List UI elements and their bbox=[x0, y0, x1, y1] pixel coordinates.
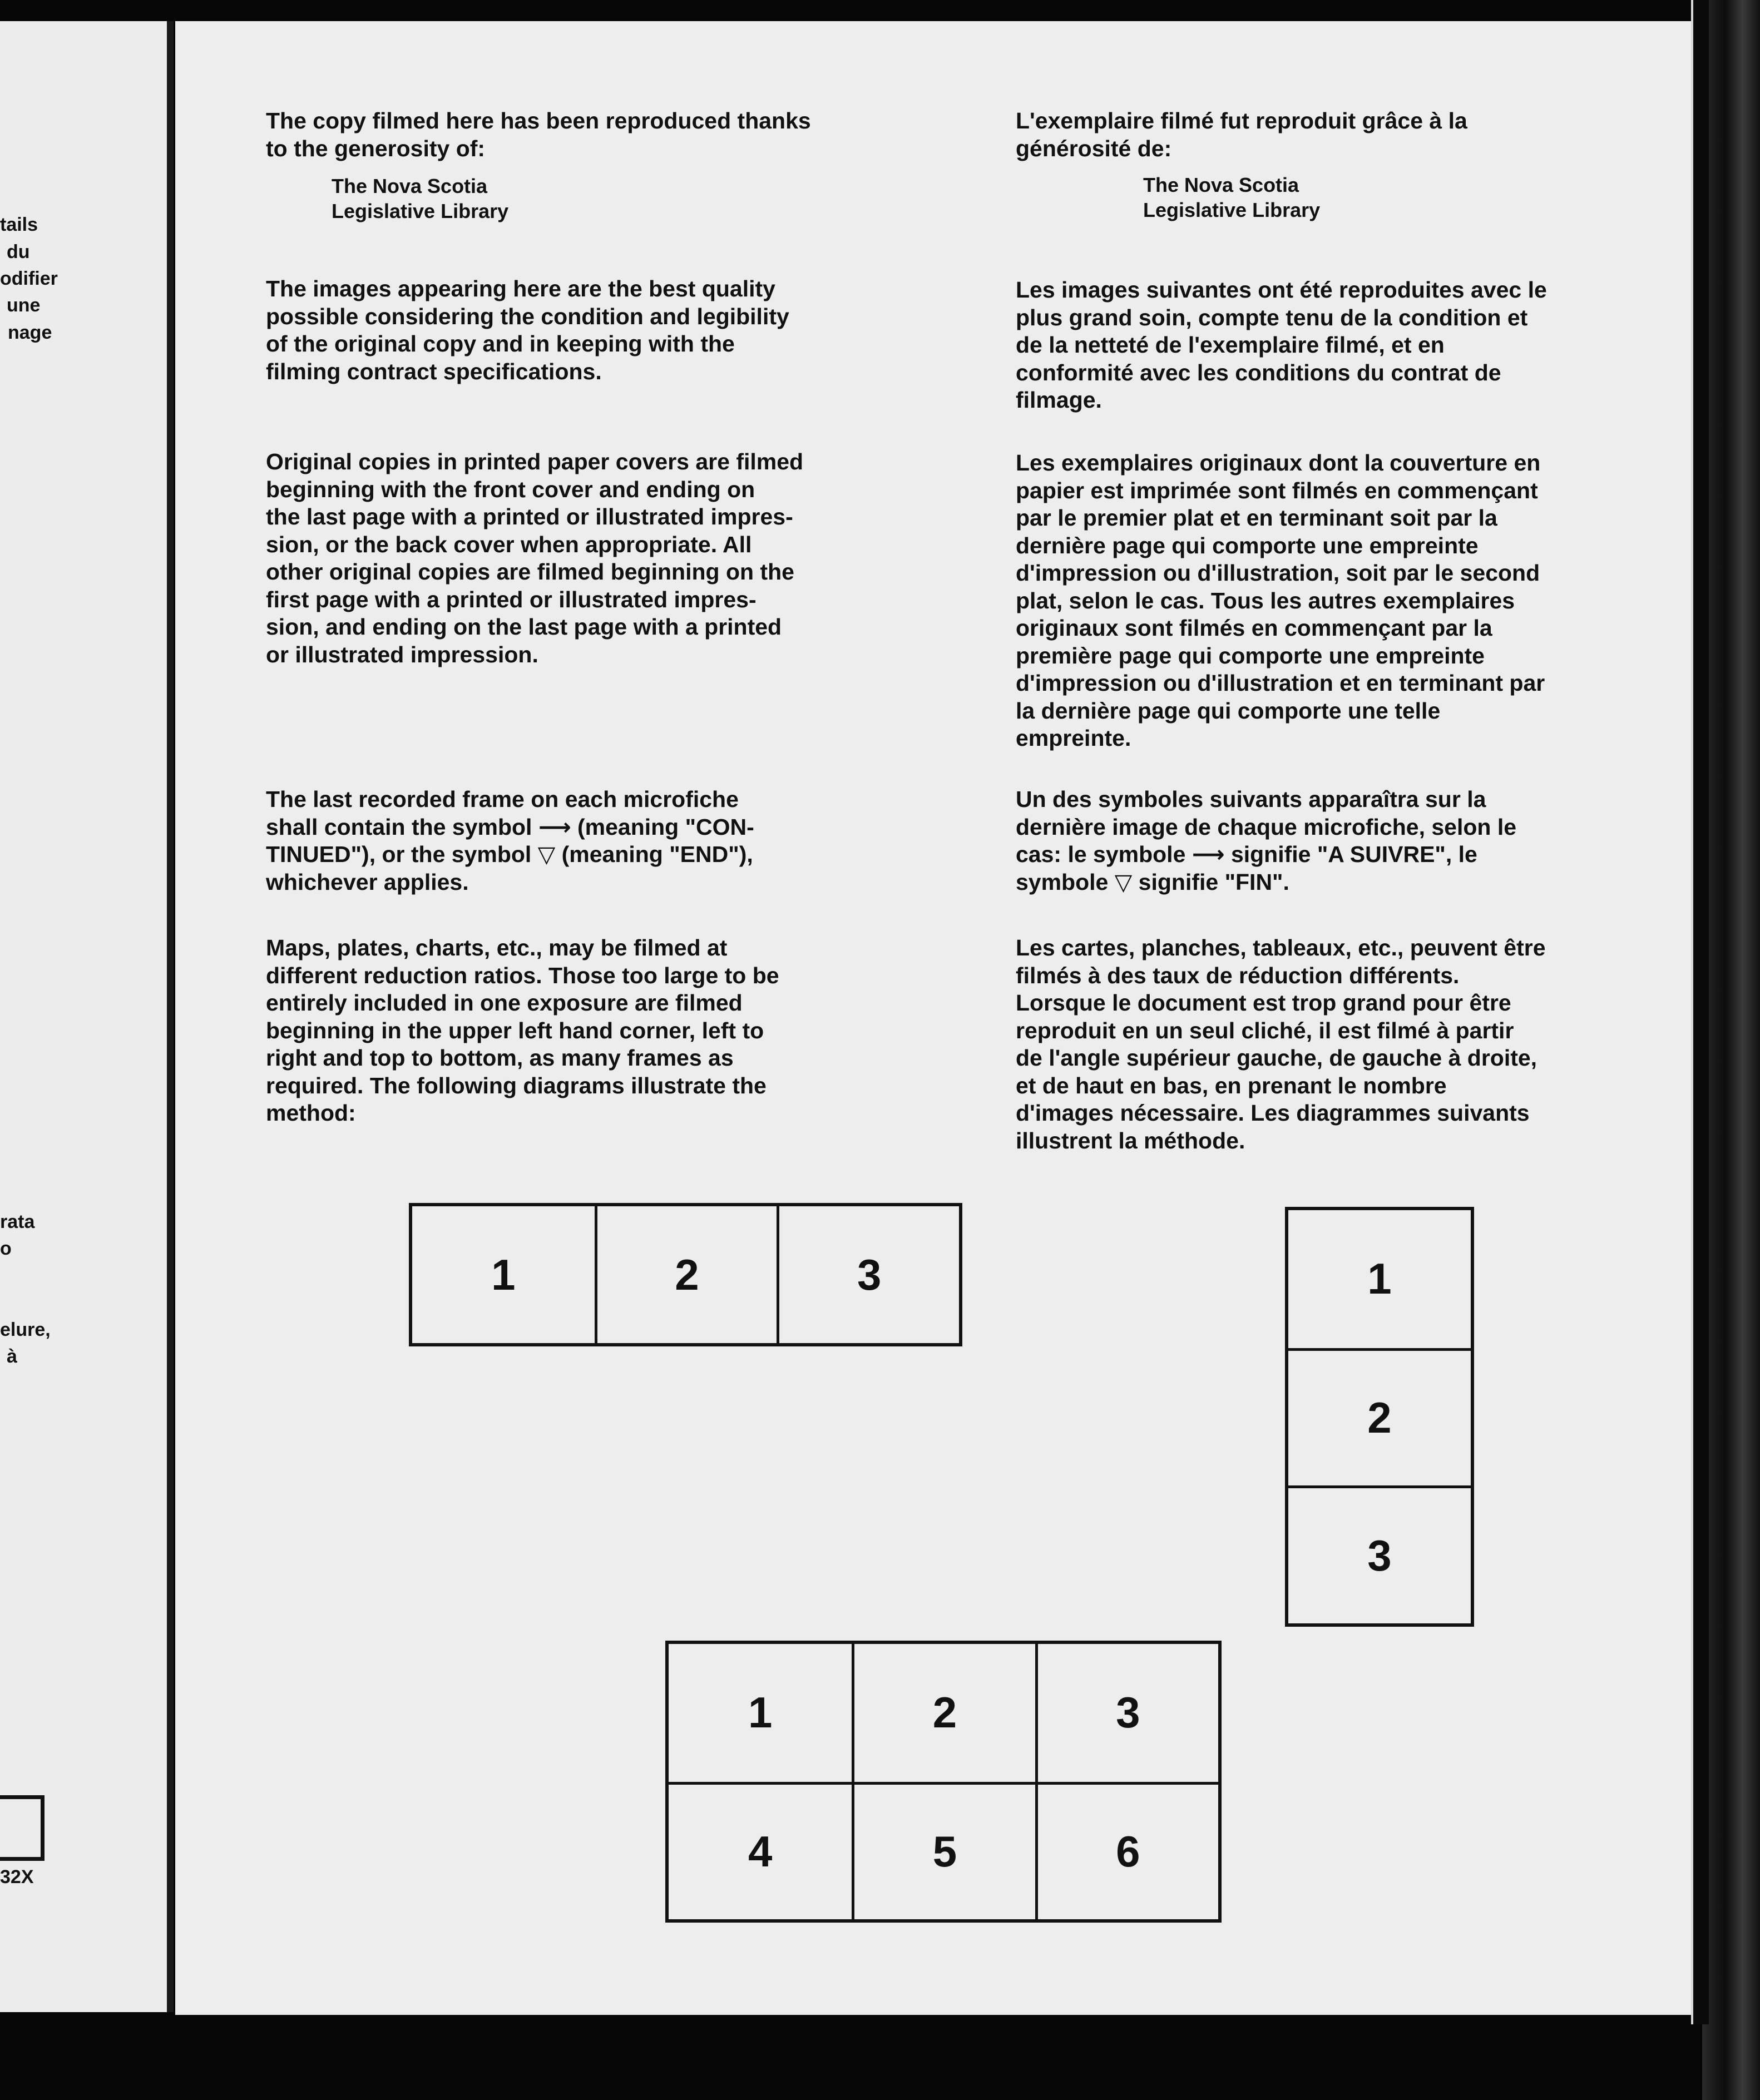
frame-cell: 2 bbox=[595, 1206, 777, 1343]
fr-library-name bbox=[1143, 172, 1320, 222]
text-line: cas: le symbole ⟶ signifie "A SUIVRE", le bbox=[1016, 841, 1477, 867]
text-line: par le premier plat et en terminant soit par la bbox=[1016, 505, 1497, 531]
fr-quality-paragraph bbox=[1016, 276, 1547, 414]
text-line: The Nova Scotia bbox=[1143, 174, 1299, 196]
text-line: de la netteté de l'exemplaire filmé, et en bbox=[1016, 332, 1445, 358]
en-quality-paragraph bbox=[266, 275, 789, 385]
text-line: shall contain the symbol ⟶ (meaning "CON- bbox=[266, 814, 754, 840]
text-line: plat, selon le cas. Tous les autres exemplaires bbox=[1016, 587, 1515, 613]
text-line: générosité de: bbox=[1016, 135, 1172, 161]
text-line: required. The following diagrams illustrate the bbox=[266, 1072, 767, 1098]
frame-cell: 3 bbox=[1288, 1485, 1471, 1623]
fr-maps-paragraph bbox=[1016, 934, 1546, 1155]
text-line: papier est imprimée sont filmés en commençant bbox=[1016, 477, 1538, 503]
text-line: first page with a printed or illustrated impres- bbox=[266, 586, 757, 612]
text-line: entirely included in one exposure are filmed bbox=[266, 990, 743, 1016]
diagram-grid-2x3 bbox=[665, 1641, 1222, 1923]
text-line: Les images suivantes ont été reproduites avec le bbox=[1016, 277, 1547, 303]
text-line: the last page with a printed or illustrated impres- bbox=[266, 504, 793, 529]
film-edge bbox=[1702, 0, 1760, 2100]
text-line: whichever applies. bbox=[266, 869, 469, 895]
frame-cell: 3 bbox=[777, 1206, 959, 1343]
frame-cell: 1 bbox=[491, 1250, 516, 1299]
text-line: d'impression ou d'illustration, soit par le second bbox=[1016, 560, 1540, 586]
fragment-text: o bbox=[0, 1238, 12, 1259]
text-line: possible considering the condition and legibility bbox=[266, 303, 789, 329]
en-symbols-paragraph bbox=[266, 786, 754, 896]
text-line: Les cartes, planches, tableaux, etc., peuvent être bbox=[1016, 935, 1546, 960]
text-line: symbole ▽ signifie "FIN". bbox=[1016, 869, 1289, 895]
text-line: la dernière page qui comporte une telle bbox=[1016, 697, 1441, 724]
text-line: or illustrated impression. bbox=[266, 641, 538, 667]
frame-cell: 4 bbox=[669, 1782, 852, 1920]
text-line: dernière page qui comporte une empreinte bbox=[1016, 532, 1479, 558]
film-edge-border bbox=[1691, 0, 1709, 2024]
text-line: illustrent la méthode. bbox=[1016, 1127, 1245, 1153]
fr-credit-intro bbox=[1016, 107, 1467, 162]
fragment-text: 32X bbox=[0, 1866, 34, 1888]
text-line: filming contract specifications. bbox=[266, 358, 602, 384]
frame-cell: 6 bbox=[1035, 1782, 1218, 1920]
text-line: d'images nécessaire. Les diagrammes suivants bbox=[1016, 1100, 1530, 1126]
text-line: plus grand soin, compte tenu de la condition et bbox=[1016, 304, 1528, 330]
fragment-text: elure, bbox=[0, 1319, 51, 1340]
en-credit-intro bbox=[266, 107, 811, 162]
text-line: beginning in the upper left hand corner, left to bbox=[266, 1017, 764, 1043]
fr-originals-paragraph bbox=[1016, 449, 1545, 752]
text-line: Original copies in printed paper covers are filmed bbox=[266, 449, 804, 474]
text-line: different reduction ratios. Those too large to be bbox=[266, 962, 779, 988]
text-line: TINUED"), or the symbol ▽ (meaning "END"), bbox=[266, 841, 753, 867]
text-line: filmés à des taux de réduction différents. bbox=[1016, 962, 1460, 988]
text-line: L'exemplaire filmé fut reproduit grâce à la bbox=[1016, 108, 1467, 133]
frame-cell: 1 bbox=[748, 1688, 773, 1737]
left-page-fragment bbox=[0, 21, 174, 2012]
frame-cell: 2 bbox=[852, 1644, 1035, 1782]
text-line: to the generosity of: bbox=[266, 135, 486, 161]
text-line: Lorsque le document est trop grand pour être bbox=[1016, 990, 1511, 1016]
text-line: method: bbox=[266, 1100, 356, 1126]
text-line: sion, and ending on the last page with a printed bbox=[266, 614, 782, 640]
text-line: originaux sont filmés en commençant par la bbox=[1016, 615, 1492, 641]
fragment-text: odifier bbox=[0, 268, 58, 289]
fragment-text: nage bbox=[8, 322, 52, 343]
text-line: dernière image de chaque microfiche, selon le bbox=[1016, 814, 1517, 840]
fragment-text: une bbox=[7, 295, 41, 316]
text-line: of the original copy and in keeping with the bbox=[266, 331, 735, 356]
frame-cell: 1 bbox=[1367, 1254, 1392, 1304]
text-line: Les exemplaires originaux dont la couverture en bbox=[1016, 450, 1541, 476]
fr-symbols-paragraph bbox=[1016, 786, 1516, 896]
text-line: Un des symboles suivants apparaîtra sur la bbox=[1016, 786, 1486, 812]
text-line: The copy filmed here has been reproduced thanks bbox=[266, 108, 811, 133]
en-originals-paragraph bbox=[266, 448, 803, 668]
text-line: beginning with the front cover and ending on bbox=[266, 476, 755, 502]
fragment-text: à bbox=[7, 1346, 17, 1367]
text-line: The last recorded frame on each microfiche bbox=[266, 786, 739, 812]
text-line: sion, or the back cover when appropriate. All bbox=[266, 531, 752, 557]
text-line: et de haut en bas, en prenant le nombre bbox=[1016, 1072, 1447, 1098]
fragment-text: tails bbox=[0, 214, 38, 235]
frame-cell: 5 bbox=[852, 1782, 1035, 1920]
text-line: empreinte. bbox=[1016, 725, 1131, 751]
text-line: Legislative Library bbox=[332, 200, 509, 222]
text-line: de l'angle supérieur gauche, de gauche à droite, bbox=[1016, 1045, 1537, 1071]
text-line: The Nova Scotia bbox=[332, 175, 488, 197]
text-line: conformité avec les conditions du contrat de bbox=[1016, 359, 1501, 385]
text-line: première page qui comporte une empreinte bbox=[1016, 642, 1485, 668]
en-maps-paragraph bbox=[266, 934, 779, 1127]
fragment-text: du bbox=[7, 241, 30, 262]
text-line: Legislative Library bbox=[1143, 199, 1321, 221]
en-library-name bbox=[332, 174, 508, 224]
frame-cell: 2 bbox=[1288, 1348, 1471, 1486]
frame-cell: 3 bbox=[1035, 1644, 1218, 1782]
text-line: The images appearing here are the best quality bbox=[266, 276, 775, 301]
text-line: reproduit en un seul cliché, il est filmé à partir bbox=[1016, 1017, 1514, 1043]
text-line: other original copies are filmed beginning on the bbox=[266, 559, 794, 585]
text-line: d'impression ou d'illustration et en terminant par bbox=[1016, 670, 1545, 696]
text-line: right and top to bottom, as many frames as bbox=[266, 1045, 734, 1071]
fragment-box bbox=[0, 1795, 45, 1861]
diagram-row-1x3 bbox=[409, 1203, 962, 1346]
fragment-text: rata bbox=[0, 1211, 35, 1232]
text-line: filmage. bbox=[1016, 387, 1102, 413]
diagram-column-3x1 bbox=[1285, 1207, 1474, 1627]
text-line: Maps, plates, charts, etc., may be filmed at bbox=[266, 935, 728, 960]
